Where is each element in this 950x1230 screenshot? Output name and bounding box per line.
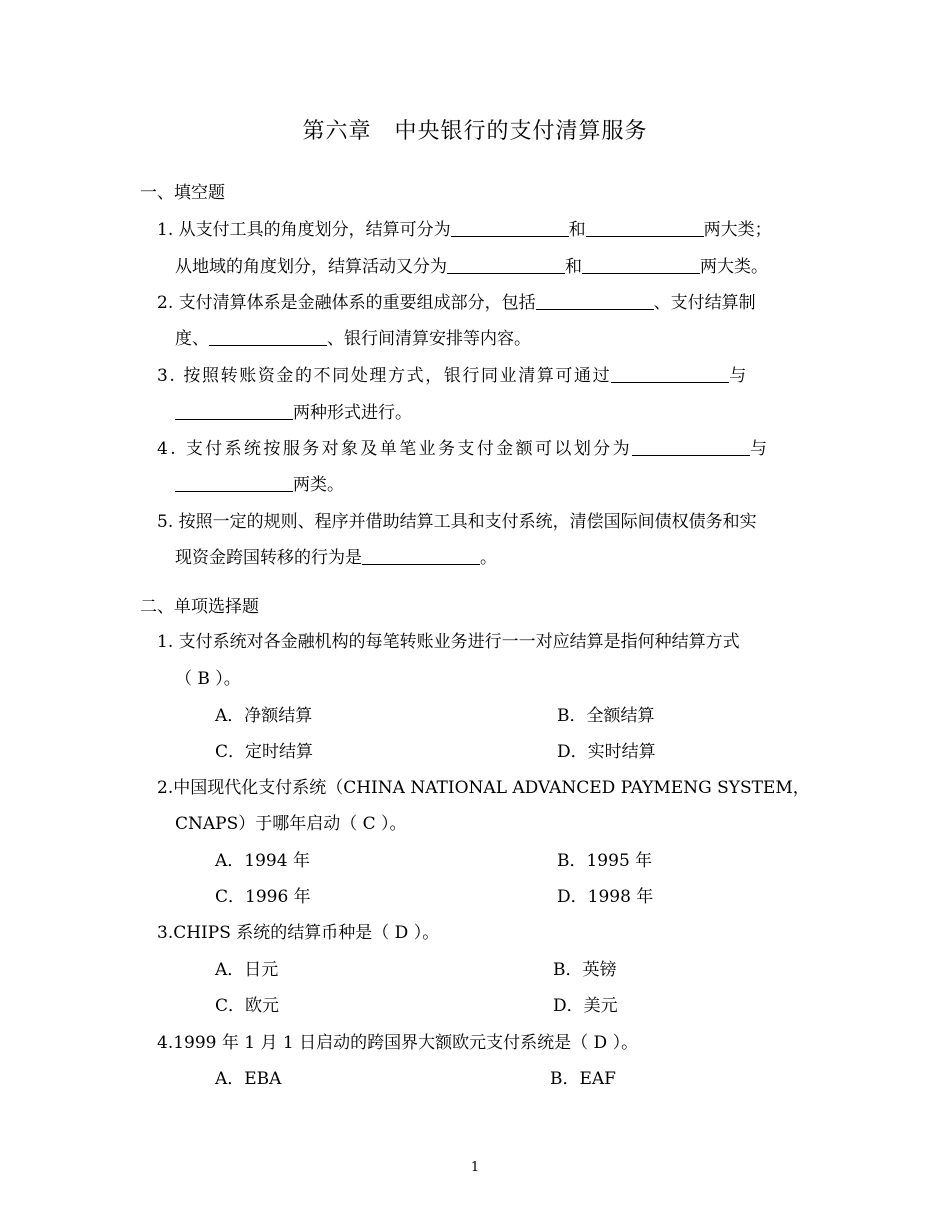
mc-q3-option-d: D．美元 xyxy=(553,996,618,1016)
question-4-line-2: 两类。 xyxy=(175,470,344,495)
mc-q3-option-b: B．英镑 xyxy=(553,960,617,980)
mc-q2-option-c: C．1996 年 xyxy=(215,887,311,907)
answer-blank[interactable] xyxy=(175,403,293,420)
mc-question-2-stem: 2.中国现代化支付系统（CHINA NATIONAL ADVANCED PAYMENG SYSTEM， xyxy=(157,778,810,798)
question-5-line-2: 现资金跨国转移的行为是 。 xyxy=(175,548,497,568)
mc-question-1-stem: 1. 支付系统对各金融机构的每笔转账业务进行一一对应结算是指何种结算方式 xyxy=(157,632,740,652)
mc-q3-option-a: A．日元 xyxy=(215,960,279,980)
answer-blank[interactable] xyxy=(362,548,480,565)
answer-blank[interactable] xyxy=(209,329,327,346)
answer-blank[interactable] xyxy=(536,293,654,310)
question-1-line-1: 1. 从支付工具的角度划分，结算可分为 和 两大类； xyxy=(157,220,772,240)
mc-q1-option-c: C．定时结算 xyxy=(215,742,314,762)
mc-question-2-answer: CNAPS）于哪年启动（ C ）。 xyxy=(175,814,407,834)
section-heading-multiple-choice: 二、单项选择题 xyxy=(140,597,259,617)
answer-blank[interactable] xyxy=(586,220,704,237)
question-3-line-1: 3. 按照转账资金的不同处理方式，银行同业清算可通过 与 xyxy=(157,366,748,386)
mc-q4-option-a: A．EBA xyxy=(215,1069,282,1089)
mc-q3-option-c: C．欧元 xyxy=(215,996,280,1016)
answer-blank[interactable] xyxy=(451,220,569,237)
answer-blank[interactable] xyxy=(582,257,700,274)
mc-q1-option-b: B．全额结算 xyxy=(557,706,655,726)
answer-blank[interactable] xyxy=(632,439,750,456)
mc-q1-option-a: A．净额结算 xyxy=(215,706,313,726)
page-number: 1 xyxy=(470,1160,480,1175)
question-2-line-1: 2. 支付清算体系是金融体系的重要组成部分，包括 、支付结算制 xyxy=(157,293,756,313)
question-5-line-1: 5. 按照一定的规则、程序并借助结算工具和支付系统，清偿国际间债权债务和实 xyxy=(157,512,757,532)
mc-question-1-answer: （ B ）。 xyxy=(175,669,241,689)
mc-q1-option-d: D．实时结算 xyxy=(557,742,656,762)
answer-blank[interactable] xyxy=(611,366,729,383)
question-1-line-2: 从地域的角度划分，结算活动又分为 和 两大类。 xyxy=(175,257,768,277)
mc-q2-option-a: A．1994 年 xyxy=(215,851,310,871)
mc-q2-option-b: B．1995 年 xyxy=(557,851,653,871)
page-title: 第六章 中央银行的支付清算服务 xyxy=(302,119,648,144)
section-heading-fill-in: 一、填空题 xyxy=(140,183,225,203)
question-3-line-2: 两种形式进行。 xyxy=(175,398,412,423)
answer-blank[interactable] xyxy=(447,257,565,274)
mc-q2-option-d: D．1998 年 xyxy=(557,887,654,907)
mc-question-4-stem: 4.1999 年 1 月 1 日启动的跨国界大额欧元支付系统是（ D ）。 xyxy=(157,1033,639,1053)
question-2-line-2: 度、 、银行间清算安排等内容。 xyxy=(175,329,531,349)
mc-q4-option-b: B．EAF xyxy=(550,1069,616,1089)
mc-question-3-stem: 3.CHIPS 系统的结算币种是（ D ）。 xyxy=(157,923,440,943)
answer-blank[interactable] xyxy=(175,475,293,492)
question-4-line-1: 4. 支付系统按服务对象及单笔业务支付金额可以划分为 与 xyxy=(157,439,770,459)
